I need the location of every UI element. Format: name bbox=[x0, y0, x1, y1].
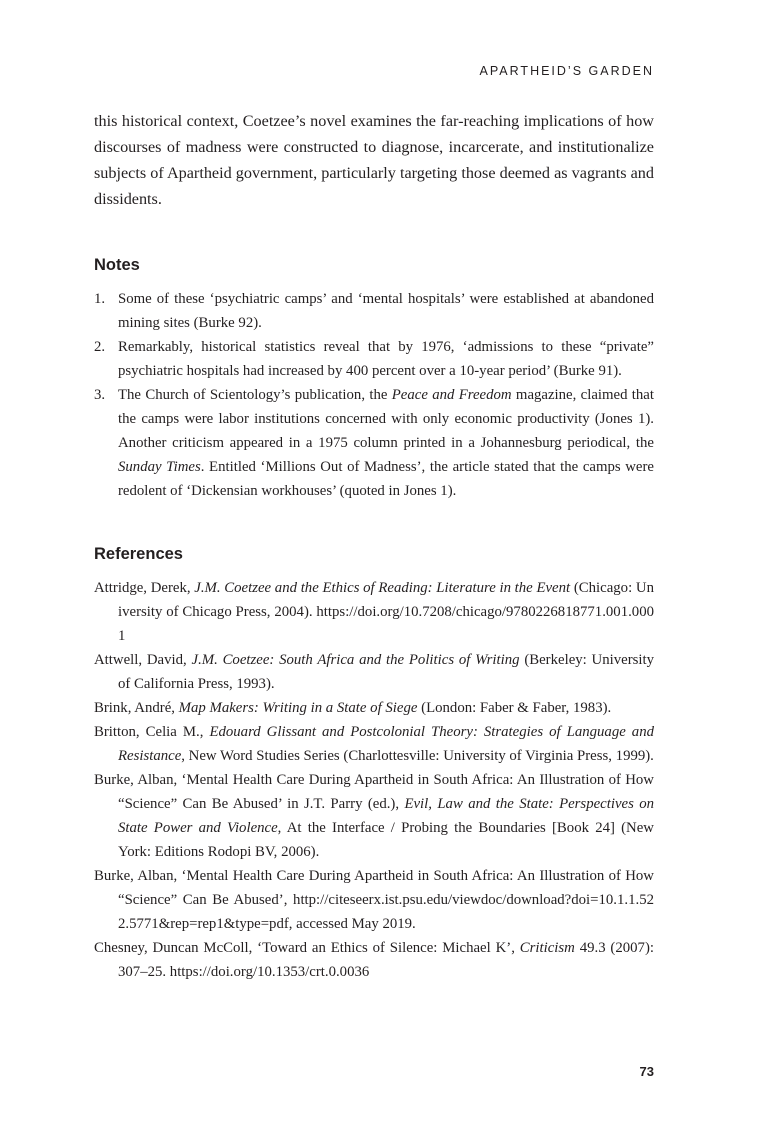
reference-entry bbox=[94, 936, 654, 984]
reference-entry bbox=[94, 648, 654, 696]
reference-title: J.M. Coetzee and the Ethics of Reading: Literature in the Event bbox=[194, 580, 571, 596]
reference-title: Edouard Glissant and Postcolonial Theory: Strategies of Language and Resistance bbox=[118, 724, 654, 764]
reference-title: Criticism bbox=[519, 940, 575, 956]
note-text: The Church of Scientology’s publication, the bbox=[118, 387, 392, 403]
reference-entry bbox=[94, 768, 654, 864]
reference-title: Evil, Law and the State: Perspectives on State Power and Violence bbox=[118, 796, 655, 836]
notes-list bbox=[94, 287, 654, 503]
note-text: magazine, claimed that the camps were labor institutions concerned with only economic productivity (Jones 1). Another criticism appeared in a 1975 column printed in a Johannesburg periodical, the bbox=[118, 387, 654, 451]
reference-details: , At the Interface / Probing the Boundaries [Book 24] (New York: Editions Rodopi BV, 2006). bbox=[118, 820, 654, 860]
references-heading: References bbox=[94, 545, 183, 563]
note-item bbox=[94, 383, 654, 503]
reference-entry bbox=[94, 576, 654, 648]
reference-author: Attridge, Derek, bbox=[94, 580, 195, 596]
note-italic-title: Sunday Times bbox=[118, 459, 201, 475]
note-text: . Entitled ‘Millions Out of Madness’, the article stated that the camps were redolent of ‘Dickensian workhouses’ (quoted in Jones 1). bbox=[118, 459, 654, 499]
reference-entry bbox=[94, 864, 654, 936]
note-italic-title: Peace and Freedom bbox=[391, 387, 512, 403]
reference-details: (Berkeley: University of California Press, 1993). bbox=[118, 652, 655, 692]
reference-author: Burke, Alban, ‘Mental Health Care During Apartheid in South Africa: An Illustration of How “Science” Can Be Abused’ in J.T. Parry (ed.), bbox=[94, 772, 654, 812]
reference-author: Brink, André, bbox=[94, 700, 179, 716]
note-number: 2. bbox=[94, 339, 106, 355]
note-item bbox=[94, 335, 654, 383]
page-number: 73 bbox=[639, 1064, 654, 1079]
body-paragraph: this historical context, Coetzee’s novel examines the far-reaching implications of how discourses of madness were constructed to diagnose, incarcerate, and institutionalize subjects of Apartheid government, particularly targeting those deemed as vagrants and dissidents. bbox=[94, 112, 654, 208]
notes-heading: Notes bbox=[94, 256, 140, 274]
reference-details: , New Word Studies Series (Charlottesville: University of Virginia Press, 1999). bbox=[181, 748, 654, 764]
reference-author: Chesney, Duncan McColl, ‘Toward an Ethics of Silence: Michael K’, bbox=[94, 940, 520, 956]
reference-details: (Chicago: University of Chicago Press, 2004). https://doi.org/10.7208/chicago/9780226818771.001.0001 bbox=[118, 580, 654, 644]
reference-title: J.M. Coetzee: South Africa and the Politics of Writing bbox=[191, 652, 520, 668]
references-list bbox=[94, 576, 654, 984]
reference-details: (London: Faber & Faber, 1983). bbox=[417, 700, 612, 716]
reference-details: 49.3 (2007): 307–25. https://doi.org/10.1353/crt.0.0036 bbox=[118, 940, 654, 980]
reference-entry bbox=[94, 696, 654, 720]
reference-author: Attwell, David, bbox=[94, 652, 192, 668]
note-item bbox=[94, 287, 654, 335]
reference-author: Burke, Alban, ‘Mental Health Care During Apartheid in South Africa: An Illustration of How “Science” Can Be Abused’, http://citeseerx.ist.psu.edu/viewdoc/download?doi=10.1.1.522.5771&rep=rep1&type=pdf, accessed May 2019. bbox=[94, 868, 654, 932]
note-text: Some of these ‘psychiatric camps’ and ‘mental hospitals’ were established at abandoned mining sites (Burke 92). bbox=[118, 291, 654, 331]
reference-author: Britton, Celia M., bbox=[94, 724, 210, 740]
reference-title: Map Makers: Writing in a State of Siege bbox=[178, 700, 418, 716]
note-number: 1. bbox=[94, 291, 106, 307]
page-body bbox=[94, 108, 654, 984]
reference-entry bbox=[94, 720, 654, 768]
running-head: APARTHEID’S GARDEN bbox=[479, 64, 654, 78]
note-number: 3. bbox=[94, 387, 106, 403]
note-text: Remarkably, historical statistics reveal that by 1976, ‘admissions to these “private” psychiatric hospitals had increased by 400 percent over a 10-year period’ (Burke 91). bbox=[118, 339, 654, 379]
